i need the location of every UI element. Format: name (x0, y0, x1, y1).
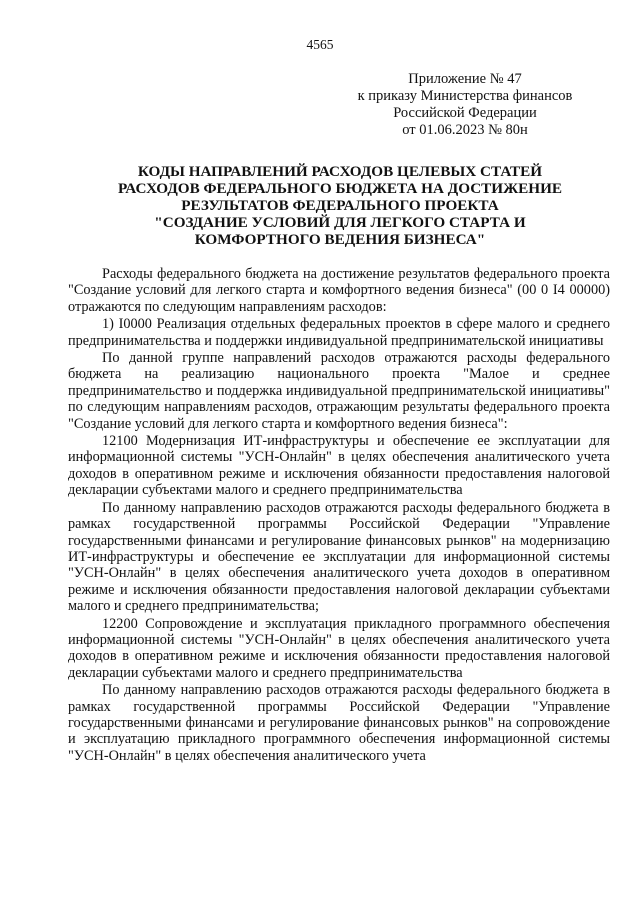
paragraph-code-12100-description: По данному направлению расходов отражаются расходы федерального бюджета в рамках государственной программы Российской Федерации "Управление государственными финансами и регулирование финансовых рынков" на модернизацию ИТ-инфраструктуры и обеспечение ее эксплуатации для информационной системы "УСН-Онлайн" в целях обеспечения аналитического учета доходов в оперативном режиме и исключения обязанности предоставления налоговой декларации субъектами малого и среднего предпринимательства; (68, 499, 610, 615)
attachment-header (340, 71, 590, 139)
paragraph-group-description: По данной группе направлений расходов отражаются расходы федерального бюджета на реализацию национального проекта "Малое и среднее предпринимательство и поддержка индивидуальной предпринимательской инициативы" по следующим направлениям расходов, отражающим результаты федерального проекта "Создание условий для легкого старта и комфортного ведения бизнеса": (68, 350, 610, 432)
title-line: КОМФОРТНОГО ВЕДЕНИЯ БИЗНЕСА" (194, 231, 486, 248)
title-line: РАСХОДОВ ФЕДЕРАЛЬНОГО БЮДЖЕТА НА ДОСТИЖЕНИЕ (117, 180, 563, 197)
paragraph-code-12200: 12200 Сопровождение и эксплуатация прикладного программного обеспечения информационной системы "УСН-Онлайн" в целях обеспечения аналитического учета доходов в оперативном режиме и исключения обязанности предоставления налоговой декларации субъектами малого и среднего предпринимательства (68, 615, 610, 681)
paragraph-item-1: 1) I0000 Реализация отдельных федеральных проектов в сфере малого и среднего предпринимательства и поддержки индивидуальной предпринимательской инициативы (68, 316, 610, 349)
page-number: 4565 (306, 37, 334, 52)
paragraph-intro: Расходы федерального бюджета на достижение результатов федерального проекта "Создание условий для легкого старта и комфортного ведения бизнеса" (00 0 I4 00000) отражаются по следующим направлениям расходов: (68, 266, 610, 315)
title-line: КОДЫ НАПРАВЛЕНИЙ РАСХОДОВ ЦЕЛЕВЫХ СТАТЕЙ (137, 163, 543, 180)
attachment-number: Приложение № 47 (408, 71, 522, 87)
document-title (70, 163, 610, 248)
paragraph-code-12200-description: По данному направлению расходов отражаются расходы федерального бюджета в рамках государственной программы Российской Федерации "Управление государственными финансами и регулирование финансовых рынков" на сопровождение и эксплуатацию прикладного программного обеспечения информационной системы "УСН-Онлайн" в целях обеспечения аналитического учета (68, 682, 610, 764)
attachment-country: Российской Федерации (393, 105, 537, 121)
title-line: "СОЗДАНИЕ УСЛОВИЙ ДЛЯ ЛЕГКОГО СТАРТА И (154, 214, 526, 231)
document-body (68, 266, 610, 764)
title-line: РЕЗУЛЬТАТОВ ФЕДЕРАЛЬНОГО ПРОЕКТА (181, 197, 499, 214)
attachment-date: от 01.06.2023 № 80н (402, 122, 528, 138)
attachment-order: к приказу Министерства финансов (357, 88, 573, 104)
paragraph-code-12100: 12100 Модернизация ИТ-инфраструктуры и обеспечение ее эксплуатации для информационной системы "УСН-Онлайн" в целях обеспечения аналитического учета доходов в оперативном режиме и исключения обязанности предоставления налоговой декларации субъектами малого и среднего предпринимательства (68, 433, 610, 499)
